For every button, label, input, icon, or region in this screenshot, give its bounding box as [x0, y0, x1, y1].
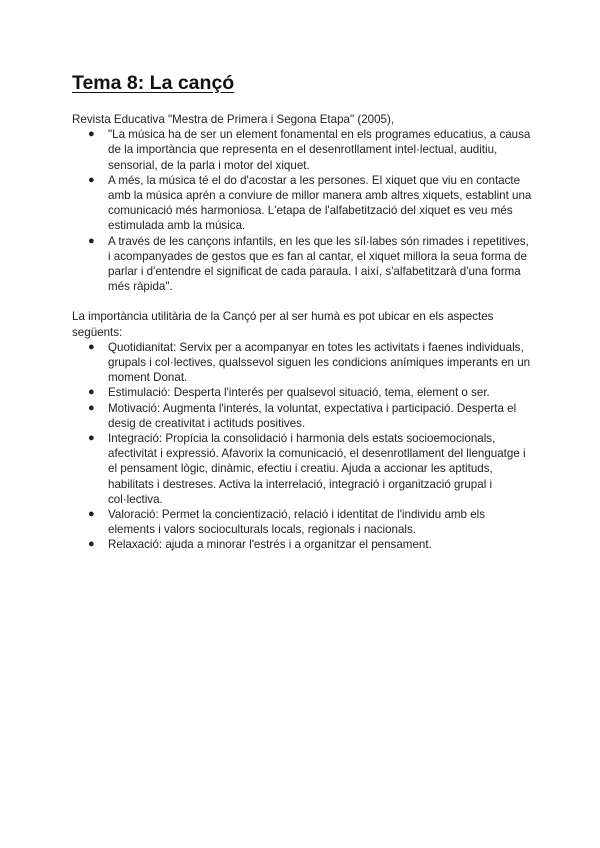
bullet-icon: ●	[88, 401, 95, 414]
list-item-text: Relaxació: ajuda a minorar l'estrés i a organitzar el pensament.	[108, 538, 432, 552]
list-item	[88, 234, 532, 295]
bullet-icon: ●	[88, 173, 95, 186]
bullet-icon: ●	[88, 234, 95, 247]
list-item	[88, 173, 532, 234]
list-item-text: A més, la música té el do d'acostar a les persones. El xiquet que viu en contacte amb la música aprén a conviure de millor manera amb altres xiquets, establint una comunicació més harmoniosa. L'etapa de l'alfabetització del xiquet es veu més estimulada amb la música.	[108, 173, 532, 233]
page-title: Tema 8: La cançó	[72, 72, 235, 94]
list-item-text: A través de les cançons infantils, en les que les síl·labes són rimades i repetitives, i acompanyades de gestos que es fan al cantar, el xiquet millora la seua forma de parlar i d'entendre el significat de cada paraula. I així, s'alfabetitzarà d'una forma més ràpida".	[108, 234, 529, 294]
list-item	[88, 431, 532, 507]
document-page	[72, 70, 532, 553]
bullet-icon: ●	[88, 432, 95, 445]
bullet-icon: ●	[88, 128, 95, 141]
bullet-icon: ●	[88, 386, 95, 399]
intro-paragraph: Revista Educativa "Mestra de Primera i Segona Etapa" (2005),	[72, 113, 395, 126]
spacer	[72, 294, 532, 309]
list-item-text: Estimulació: Desperta l'interés per qualsevol situació, tema, element o ser.	[108, 386, 490, 400]
list-item	[88, 385, 532, 400]
bullet-icon: ●	[88, 538, 95, 551]
list-item-text: Integració: Propícia la consolidació i harmonia dels estats socioemocionals, afectivitat i expressió. Afavorix la comunicació, el desenrotllament del llenguatge i el pensament lògic, dinàmic, efectiu i creatiu. Ajuda a accionar les aptituds, habilitats i destreses. Activa la interrelació, integració i organització grupal i col·lectiva.	[108, 432, 526, 506]
section-intro-paragraph: La importància utilitària de la Cançó per al ser humà es pot ubicar en els aspectes següents:	[72, 310, 494, 339]
list-item	[88, 507, 532, 537]
list-item	[88, 340, 532, 386]
bullet-icon: ●	[88, 508, 95, 521]
quote-list	[72, 127, 532, 294]
list-item-text: "La música ha de ser un element fonamental en els programes educatius, a causa de la importància que representa en el desenrotllament intel·lectual, auditiu, sensorial, de la parla i motor del xiquet.	[108, 128, 531, 172]
list-item	[88, 537, 532, 552]
list-item-text: Motivació: Augmenta l'interés, la voluntat, expectativa i participació. Desperta el desig de creativitat i actituds positives.	[108, 401, 517, 430]
list-item-text: Valoració: Permet la concientizació, relació i identitat de l'individu amb els elements i valors socioculturals locals, regionals i nacionals.	[108, 508, 486, 537]
list-item	[88, 127, 532, 173]
bullet-icon: ●	[88, 340, 95, 353]
list-item-text: Quotidianitat: Servix per a acompanyar en totes les activitats i faenes individuals, grupals i col·lectives, qualssevol siguen les condicions anímiques imperants en un moment Donat.	[108, 340, 531, 385]
aspects-list	[72, 340, 532, 553]
list-item	[88, 401, 532, 431]
